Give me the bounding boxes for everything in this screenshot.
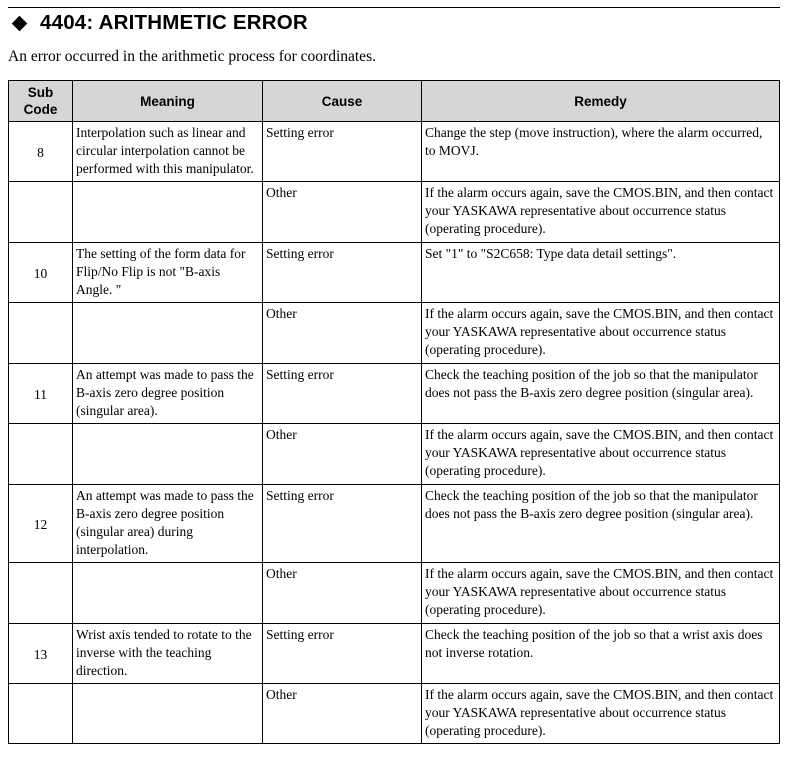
cell-sub-code (9, 182, 73, 243)
alarm-heading (10, 11, 308, 35)
cell-meaning: An attempt was made to pass the B-axis zero degree position (singular area) during interpolation. (73, 485, 263, 563)
header-sub-code: Sub Code (9, 81, 73, 122)
table-row (9, 182, 780, 243)
alarm-table (8, 80, 780, 744)
cell-sub-code (9, 303, 73, 364)
cell-remedy: If the alarm occurs again, save the CMOS.BIN, and then contact your YASKAWA representative about occurrence status (operating procedure). (422, 563, 780, 624)
header-remedy: Remedy (422, 81, 780, 122)
cell-sub-code: 11 (9, 364, 73, 424)
table-row (9, 485, 780, 563)
cell-remedy: If the alarm occurs again, save the CMOS.BIN, and then contact your YASKAWA representative about occurrence status (operating procedure). (422, 684, 780, 744)
cell-remedy: If the alarm occurs again, save the CMOS.BIN, and then contact your YASKAWA representative about occurrence status (operating procedure). (422, 182, 780, 243)
cell-sub-code: 10 (9, 243, 73, 303)
cell-cause: Other (263, 303, 422, 364)
table-row (9, 624, 780, 684)
table-row (9, 122, 780, 182)
alarm-description: An error occurred in the arithmetic process for coordinates. (8, 48, 376, 65)
cell-cause: Setting error (263, 243, 422, 303)
alarm-title: 4404: ARITHMETIC ERROR (40, 11, 308, 34)
cell-cause: Setting error (263, 624, 422, 684)
table-row (9, 563, 780, 624)
table-header-row (9, 81, 780, 122)
diamond-bullet-icon (12, 15, 28, 31)
cell-meaning (73, 684, 263, 744)
cell-meaning: Wrist axis tended to rotate to the inverse with the teaching direction. (73, 624, 263, 684)
cell-cause: Setting error (263, 485, 422, 563)
cell-meaning: The setting of the form data for Flip/No Flip is not "B-axis Angle. " (73, 243, 263, 303)
top-rule (8, 7, 780, 8)
cell-remedy: Set "1" to "S2C658: Type data detail settings". (422, 243, 780, 303)
cell-cause: Other (263, 424, 422, 485)
cell-meaning (73, 563, 263, 624)
cell-remedy: Change the step (move instruction), where the alarm occurred, to MOVJ. (422, 122, 780, 182)
cell-cause: Setting error (263, 122, 422, 182)
cell-remedy: If the alarm occurs again, save the CMOS.BIN, and then contact your YASKAWA representative about occurrence status (operating procedure). (422, 303, 780, 364)
table-row (9, 243, 780, 303)
cell-cause: Other (263, 684, 422, 744)
cell-remedy: Check the teaching position of the job so that the manipulator does not pass the B-axis zero degree position (singular area). (422, 364, 780, 424)
cell-sub-code: 12 (9, 485, 73, 563)
table-row (9, 424, 780, 485)
cell-sub-code (9, 424, 73, 485)
cell-sub-code: 13 (9, 624, 73, 684)
header-meaning: Meaning (73, 81, 263, 122)
cell-meaning (73, 303, 263, 364)
cell-remedy: Check the teaching position of the job so that a wrist axis does not inverse rotation. (422, 624, 780, 684)
cell-remedy: Check the teaching position of the job so that the manipulator does not pass the B-axis zero degree position (singular area). (422, 485, 780, 563)
cell-meaning (73, 424, 263, 485)
cell-sub-code: 8 (9, 122, 73, 182)
cell-sub-code (9, 563, 73, 624)
cell-cause: Other (263, 563, 422, 624)
table-row (9, 364, 780, 424)
cell-meaning: An attempt was made to pass the B-axis zero degree position (singular area). (73, 364, 263, 424)
cell-cause: Setting error (263, 364, 422, 424)
cell-sub-code (9, 684, 73, 744)
cell-remedy: If the alarm occurs again, save the CMOS.BIN, and then contact your YASKAWA representative about occurrence status (operating procedure). (422, 424, 780, 485)
header-cause: Cause (263, 81, 422, 122)
cell-meaning (73, 182, 263, 243)
cell-meaning: Interpolation such as linear and circular interpolation cannot be performed with this manipulator. (73, 122, 263, 182)
table-row (9, 303, 780, 364)
table-row (9, 684, 780, 744)
cell-cause: Other (263, 182, 422, 243)
